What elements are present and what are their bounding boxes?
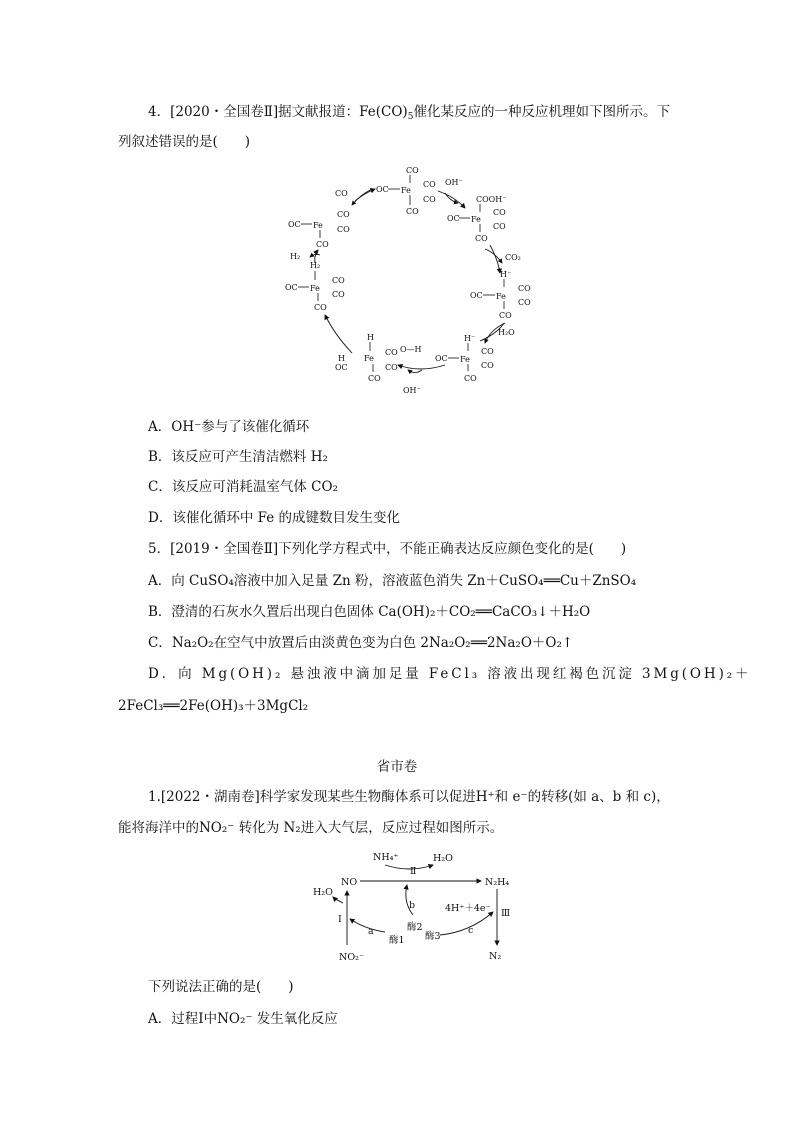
q4-option-d: D．该催化循环中 Fe 的成键数目发生变化: [148, 510, 401, 526]
oc-label: OC: [470, 291, 483, 300]
co-label: CO: [385, 363, 398, 372]
oc-label: OC: [376, 185, 389, 194]
nh4-label: NH₄⁺: [373, 852, 399, 863]
h2o-left-label: H₂O: [313, 887, 333, 898]
process-1-label: Ⅰ: [338, 914, 342, 925]
co-label: CO: [335, 189, 348, 198]
h-minus-label: H⁻: [464, 334, 476, 343]
enzyme-2-label: 酶2: [407, 922, 423, 933]
h-label: H: [338, 354, 345, 363]
co-label: CO: [368, 374, 381, 383]
fe-label: Fe: [460, 355, 470, 364]
q5-option-c: C．Na₂O₂在空气中放置后由淡黄色变为白色 2Na₂O₂══2Na₂O＋O₂↑: [148, 635, 574, 651]
co-label: CO: [385, 348, 398, 357]
h2-label: H₂: [310, 261, 321, 270]
q4-option-c: C．该反应可消耗温室气体 CO₂: [148, 479, 338, 495]
co-label: CO: [406, 166, 419, 175]
co-label: CO: [475, 234, 488, 243]
electron-a-label: a: [368, 926, 374, 937]
n2-label: N₂: [489, 951, 502, 962]
process-2-label: Ⅱ: [410, 866, 417, 877]
h-e-label: 4H⁺＋4e⁻: [445, 903, 491, 914]
q4-stem-line1: 4．[2020・全国卷Ⅱ]据文献报道：$Fe(CO)_5$催化某反应的一种反应机理如下图所示。下: [148, 104, 670, 122]
co-label: CO: [332, 276, 345, 285]
process-3-label: Ⅲ: [501, 908, 511, 919]
co-label: CO: [493, 222, 506, 231]
co-label: CO: [406, 207, 419, 216]
co-label: CO: [499, 311, 512, 320]
co-label: CO: [337, 225, 350, 234]
fe-label: Fe: [471, 215, 481, 224]
fe-label: Fe: [313, 221, 323, 230]
fe-label: Fe: [310, 284, 320, 293]
electron-c-label: c: [468, 925, 474, 936]
h-minus-label: H⁻: [500, 270, 512, 279]
h-label: H: [367, 333, 374, 342]
oc-label: OC: [447, 214, 460, 223]
oh-minus-label: OH⁻: [403, 386, 421, 395]
co-label: CO: [481, 361, 494, 370]
co-label: CO: [316, 240, 329, 249]
h2o-label: H₂O: [498, 328, 515, 337]
co-label: CO: [493, 208, 506, 217]
no-label: NO: [341, 877, 358, 888]
co2-label: CO₂: [505, 253, 521, 262]
n2h4-label: N₂H₄: [485, 877, 510, 888]
q4-catalytic-cycle-diagram: [280, 165, 540, 400]
q4-option-a: A．OH⁻参与了该催化循环: [148, 419, 310, 435]
oc-label: OC: [285, 283, 298, 292]
co-label: CO: [332, 290, 345, 299]
oc-label: OC: [435, 354, 448, 363]
cooh-label: COOH⁻: [476, 195, 507, 204]
fe-label: Fe: [401, 186, 411, 195]
co-label: CO: [518, 298, 531, 307]
q5-option-d-line2: 2FeCl₃══2Fe(OH)₃＋3MgCl₂: [118, 698, 309, 714]
co-label: CO: [518, 284, 531, 293]
fe-label: Fe: [364, 354, 374, 363]
co-label: CO: [314, 303, 327, 312]
enzyme-3-label: 酶3: [425, 931, 441, 942]
no2-label: NO₂⁻: [339, 952, 364, 963]
co-label: CO: [481, 347, 494, 356]
section-title: 省市卷: [376, 759, 418, 775]
q1-ask: 下列说法正确的是( ): [148, 979, 294, 995]
q1-stem-line2: 能将海洋中的NO₂⁻ 转化为 N₂进入大气层，反应过程如图所示。: [118, 820, 504, 836]
co-label: CO: [423, 180, 436, 189]
q1-option-a: A．过程Ⅰ中NO₂⁻ 发生氧化反应: [148, 1011, 338, 1027]
h2-label: H₂: [290, 252, 301, 261]
q4-stem-line2: 列叙述错误的是( ): [118, 134, 251, 150]
q5-option-a: A．向 CuSO₄溶液中加入足量 Zn 粉，溶液蓝色消失 Zn＋CuSO₄══Cu＋ZnSO₄: [148, 573, 637, 589]
q5-option-d-line1: D．向 Mg(OH)₂ 悬浊液中滴加足量 FeCl₃ 溶液出现红褐色沉淀 3Mg(OH)₂＋: [148, 666, 752, 682]
oc-label: OC: [335, 363, 348, 372]
co-label: CO: [423, 195, 436, 204]
q5-option-b: B．澄清的石灰水久置后出现白色固体 Ca(OH)₂＋CO₂══CaCO₃↓＋H₂O: [148, 604, 591, 620]
co-label: CO: [337, 210, 350, 219]
oc-label: OC: [288, 220, 301, 229]
q5-stem: 5．[2019・全国卷Ⅱ]下列化学方程式中，不能正确表达反应颜色变化的是( ): [148, 541, 627, 557]
enzyme-1-label: 酶1: [389, 935, 405, 946]
fe-label: Fe: [496, 292, 506, 301]
oh-minus-label: OH⁻: [445, 178, 463, 187]
q1-enzyme-process-diagram: [305, 847, 530, 965]
h2o-top-label: H₂O: [433, 853, 453, 864]
o-h-label: O—H: [400, 345, 422, 354]
electron-b-label: b: [409, 900, 416, 911]
q1-stem-line1: 1.[2022・湖南卷]科学家发现某些生物酶体系可以促进H⁺和 e⁻的转移(如 a、b 和 c)，: [148, 789, 670, 805]
co-label: CO: [464, 374, 477, 383]
q4-option-b: B．该反应可产生清洁燃料 H₂: [148, 449, 328, 465]
